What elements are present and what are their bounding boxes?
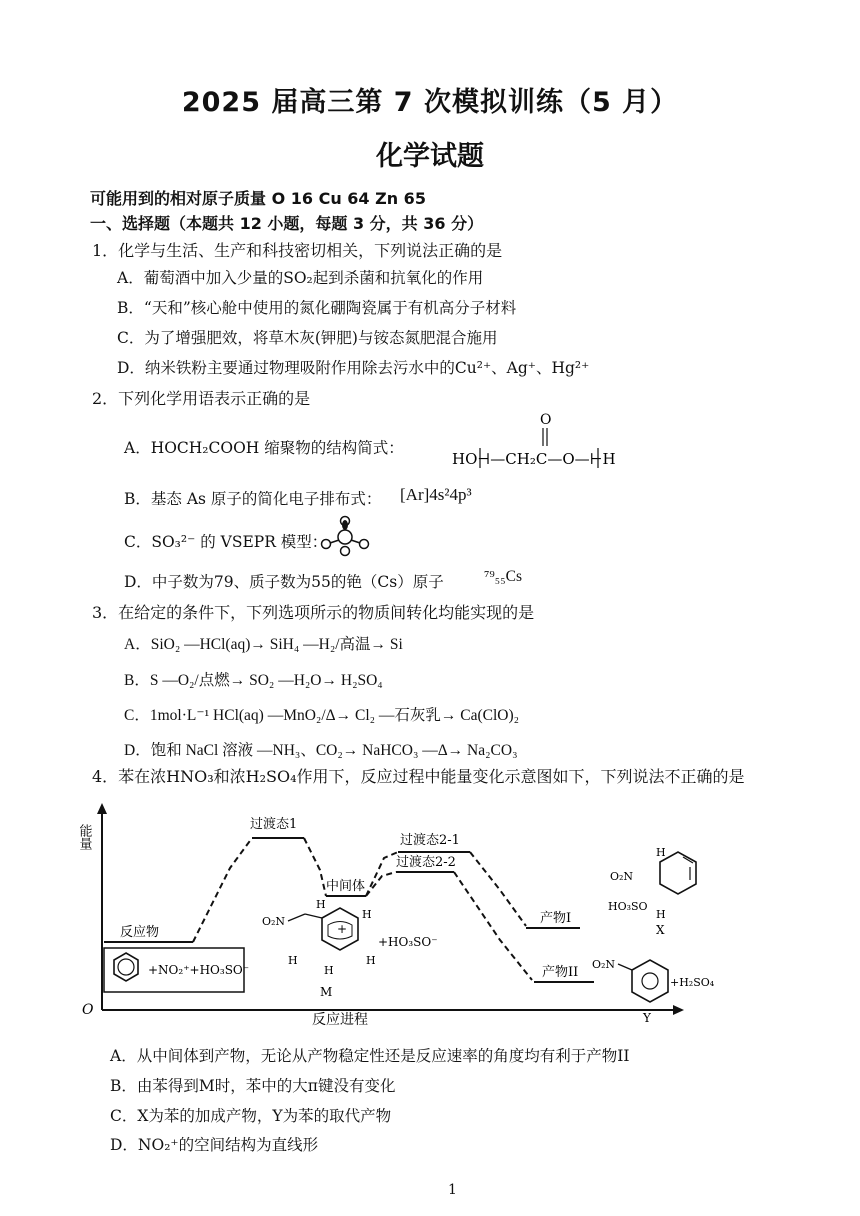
q2-option-a: A．HOCH₂COOH 缩聚物的结构简式：	[124, 439, 404, 457]
q4-option-d: D．NO₂⁺的空间结构为直线形	[110, 1136, 319, 1154]
cs-symbol: ⁷⁹₅₅Cs	[484, 568, 522, 585]
y-axis-label: 能量	[76, 824, 92, 850]
q3-option-b: B．S —O₂/点燃→ SO₂ —H₂O→ H₂SO₄	[124, 672, 383, 689]
svg-text:HO₃SO: HO₃SO	[608, 900, 648, 913]
y-label: Y	[643, 1011, 651, 1025]
product2-label: 产物II	[542, 965, 579, 980]
q4-option-c: C．X为苯的加成产物，Y为苯的取代产物	[110, 1107, 392, 1125]
q3-option-d: D．饱和 NaCl 溶液 —NH₃、CO₂→ NaHCO₃ —Δ→ Na₂CO₃	[124, 742, 518, 759]
svg-text:H: H	[288, 954, 298, 967]
q2-option-b: B．基态 As 原子的简化电子排布式：	[124, 490, 382, 508]
energy-diagram	[76, 800, 760, 1030]
product-x-structure	[608, 846, 696, 937]
origin-label: O	[82, 1002, 94, 1018]
ts1-label: 过渡态1	[250, 817, 298, 832]
q3-option-a: A．SiO₂ —HCl(aq)→ SiH₄ —H₂/高温→ Si	[124, 636, 403, 653]
polymer-structure	[450, 410, 630, 470]
product1-label: 产物I	[540, 911, 572, 926]
section-heading: 一、选择题（本题共 12 小题，每题 3 分，共 36 分）	[90, 214, 484, 233]
q1-stem: 1．化学与生活、生产和科技密切相关，下列说法正确的是	[92, 241, 503, 260]
svg-text:H: H	[656, 908, 666, 921]
q1-option-d: D．纳米铁粉主要通过物理吸附作用除去污水中的Cu²⁺、Ag⁺、Hg²⁺	[117, 359, 590, 377]
svg-text:H: H	[316, 898, 326, 911]
svg-text:H: H	[324, 964, 334, 977]
q2-option-d: D．中子数为79、质子数为55的铯（Cs）原子	[124, 573, 444, 591]
svg-text:O₂N: O₂N	[262, 915, 286, 928]
reactant-label: 反应物	[120, 925, 160, 940]
x-label: X	[656, 923, 665, 937]
intermediate-label: 中间体	[326, 879, 366, 894]
product-y-structure	[592, 958, 715, 1025]
svg-text:+: +	[337, 922, 348, 936]
ts2-2-label: 过渡态2-2	[396, 855, 456, 870]
intermediate-m-structure	[262, 898, 438, 999]
electron-config: [Ar]4s²4p³	[400, 485, 472, 504]
svg-text:H: H	[362, 908, 372, 921]
q4-stem: 4．苯在浓HNO₃和浓H₂SO₄作用下，反应过程中能量变化示意图如下，下列说法不正确的是	[92, 767, 745, 786]
svg-text:O₂N: O₂N	[610, 870, 634, 883]
carbonyl-o: O	[540, 412, 552, 428]
q2-option-c: C．SO₃²⁻ 的 VSEPR 模型：	[124, 533, 328, 551]
q1-option-c: C．为了增强肥效，将草木灰(钾肥)与铵态氮肥混合施用	[117, 329, 498, 347]
q2-stem: 2．下列化学用语表示正确的是	[92, 389, 311, 408]
page-number: 1	[448, 1182, 457, 1198]
vsepr-model-icon	[318, 515, 374, 557]
polymer-formula: HO⊣—CH₂C—O—⊢H	[452, 450, 616, 468]
m-byproduct: +HO₃SO⁻	[378, 935, 438, 949]
subject-title: 化学试题	[376, 141, 484, 172]
q3-option-c: C．1mol·L⁻¹ HCl(aq) —MnO₂/Δ→ Cl₂ —石灰乳→ Ca(ClO)₂	[124, 707, 520, 724]
x-axis-label: 反应进程	[312, 1012, 368, 1028]
ts2-1-label: 过渡态2-1	[400, 833, 460, 848]
svg-text:O₂N: O₂N	[592, 958, 616, 971]
q3-stem: 3．在给定的条件下，下列选项所示的物质间转化均能实现的是	[92, 603, 535, 622]
q4-option-b: B．由苯得到M时，苯中的大π键没有变化	[110, 1077, 396, 1095]
q1-option-b: B．“天和”核心舱中使用的氮化硼陶瓷属于有机高分子材料	[117, 299, 517, 317]
q1-option-a: A．葡萄酒中加入少量的SO₂起到杀菌和抗氧化的作用	[117, 269, 484, 287]
q4-option-a: A．从中间体到产物，无论从产物稳定性还是反应速率的角度均有利于产物II	[110, 1047, 630, 1065]
svg-text:H: H	[366, 954, 376, 967]
exam-title: 2025 届高三第 7 次模拟训练（5 月）	[181, 87, 679, 118]
reactant-formula: +NO₂⁺+HO₃SO⁻	[148, 963, 250, 977]
atomic-masses: 可能用到的相对原子质量 O 16 Cu 64 Zn 65	[90, 189, 426, 208]
y-byproduct: +H₂SO₄	[670, 976, 715, 989]
m-label: M	[320, 985, 333, 999]
svg-text:H: H	[656, 846, 666, 859]
